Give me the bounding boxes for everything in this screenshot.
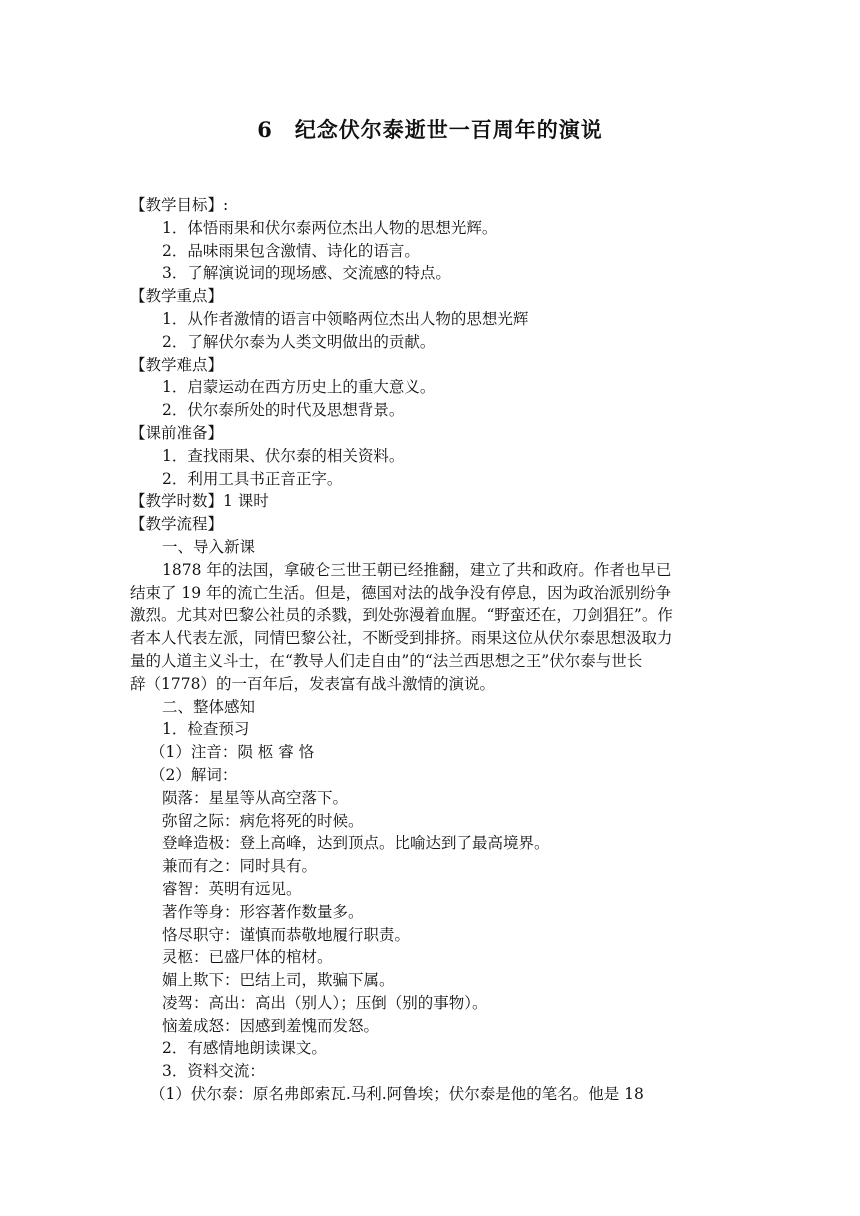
vocab-item: 凌驾：高出：高出（别人）；压倒（别的事物）。: [162, 993, 488, 1012]
preparation-item: 1．查找雨果、伏尔泰的相关资料。: [162, 446, 405, 465]
objective-item: 2．品味雨果包含激情、诗化的语言。: [162, 241, 420, 260]
vocab-item: 睿智：英明有远见。: [162, 879, 302, 898]
section-heading-difficulties: 【教学难点】: [130, 355, 224, 374]
lesson-number: 6: [257, 117, 273, 142]
section-heading-objectives: 【教学目标】:: [130, 196, 229, 214]
subsection-heading-intro: 一、导入新课: [162, 537, 256, 556]
key-point-item: 1．从作者激情的语言中领略两位杰出人物的思想光辉: [162, 309, 529, 328]
vocab-item: 恪尽职守：谨慎而恭敬地履行职责。: [162, 925, 411, 944]
paragraph-line: 结束了 19 年的流亡生活。但是，德国对法的战争没有停息，因为政治派别纷争: [130, 583, 672, 602]
section-heading-hours: 【教学时数】1 课时: [130, 492, 269, 511]
vocab-item: 陨落：星星等从高空落下。: [162, 788, 349, 807]
objective-item: 3．了解演说词的现场感、交流感的特点。: [162, 264, 451, 283]
vocab-item: 登峰造极：登上高峰，达到顶点。比喻达到了最高境界。: [162, 834, 550, 853]
paragraph-line: 者本人代表左派，同情巴黎公社，不断受到排挤。雨果这位从伏尔泰思想汲取力: [130, 629, 673, 648]
subsection-heading-overview: 二、整体感知: [162, 697, 256, 716]
paragraph-line: 辞（1778）的一百年后，发表富有战斗激情的演说。: [130, 674, 495, 693]
difficulty-item: 2．伏尔泰所处的时代及思想背景。: [162, 401, 405, 420]
list-item: （1）伏尔泰：原名弗郎索瓦.马利.阿鲁埃；伏尔泰是他的笔名。他是 18: [150, 1085, 644, 1104]
vocab-item: 兼而有之：同时具有。: [162, 857, 318, 876]
difficulty-item: 1．启蒙运动在西方历史上的重大意义。: [162, 378, 436, 397]
preparation-item: 2．利用工具书正音正字。: [162, 469, 343, 488]
page-title: [0, 114, 860, 144]
vocab-item: 媚上欺下：巴结上司，欺骗下属。: [162, 971, 395, 990]
paragraph-line: 激烈。尤其对巴黎公社员的杀戮，到处弥漫着血腥。“野蛮还在，刀剑猖狂”。作: [130, 606, 673, 625]
list-item: 2．有感情地朗读课文。: [162, 1039, 327, 1058]
vocab-item: 弥留之际：病危将死的时候。: [162, 811, 364, 830]
vocab-item: 灵柩：已盛尸体的棺材。: [162, 948, 333, 967]
paragraph-line: 量的人道主义斗士，在“教导人们走自由”的“法兰西思想之王”伏尔泰与世长: [130, 651, 643, 670]
vocab-item: 恼羞成怒：因感到羞愧而发怒。: [162, 1016, 380, 1035]
list-item: （1）注音：陨 柩 睿 恪: [150, 743, 315, 762]
list-item: 3．资料交流：: [162, 1062, 265, 1081]
list-item: （2）解词：: [150, 765, 238, 784]
vocab-item: 著作等身：形容著作数量多。: [162, 902, 364, 921]
key-point-item: 2．了解伏尔泰为人类文明做出的贡献。: [162, 332, 436, 351]
objective-item: 1．体悟雨果和伏尔泰两位杰出人物的思想光辉。: [162, 218, 498, 237]
section-heading-process: 【教学流程】: [130, 515, 224, 534]
lesson-title: 纪念伏尔泰逝世一百周年的演说: [294, 117, 603, 142]
paragraph-line: 1878 年的法国，拿破仑三世王朝已经推翻，建立了共和政府。作者也早已: [162, 560, 672, 579]
section-heading-preparation: 【课前准备】: [130, 423, 224, 442]
document-body: [130, 194, 736, 1106]
section-heading-key-points: 【教学重点】: [130, 287, 224, 306]
list-item: 1．检查预习: [162, 720, 250, 739]
